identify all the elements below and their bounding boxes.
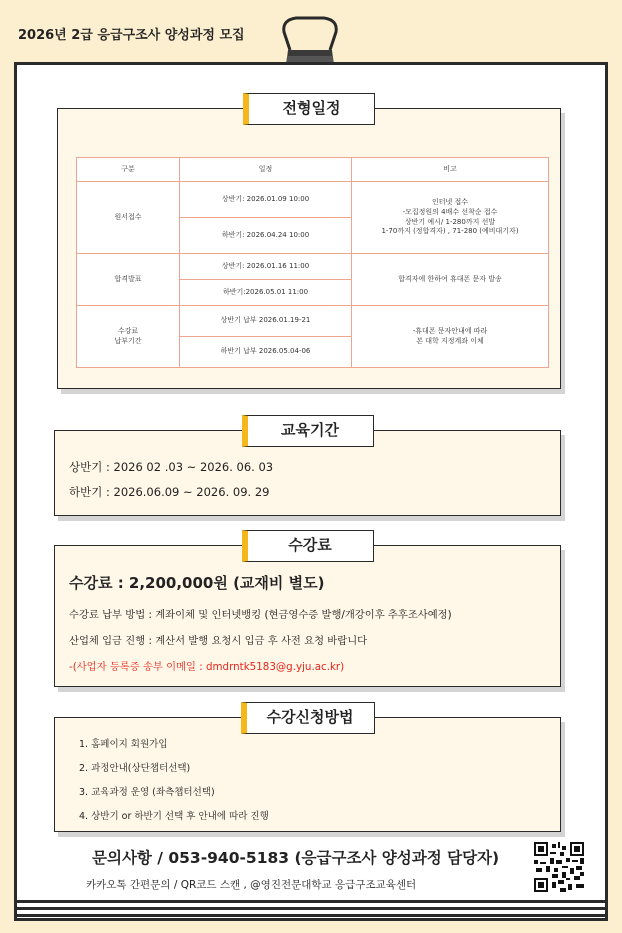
schedule-section <box>57 99 561 389</box>
note-line: -휴대폰 문자안내에 따라 <box>412 326 488 335</box>
date-cell: 상반기: 2026.01.09 10:00 <box>180 182 352 218</box>
qr-code-icon[interactable] <box>534 842 584 892</box>
date-cell: 하반기:2026.05.01 11:00 <box>180 280 352 306</box>
date-cell: 하반기 납부 2026.05.04-06 <box>180 337 352 368</box>
method-section <box>54 708 561 832</box>
row-label-line: 납부기간 <box>114 336 142 345</box>
table-row <box>77 306 549 337</box>
fee-amount: 수강료 : 2,200,000원 (교재비 별도) <box>69 574 325 592</box>
note-line: 인터넷 접수 <box>431 197 469 206</box>
period-line: 하반기 : 2026.06.09 ~ 2026. 09. 29 <box>69 485 270 499</box>
date-cell: 상반기 납부 2026.01.19-21 <box>180 306 352 337</box>
fee-method: 수강료 납부 방법 : 계좌이체 및 인터넷뱅킹 (현금영수증 발행/개강이후 추후조사예정) <box>69 609 452 621</box>
schedule-title: 전형일정 <box>243 93 375 125</box>
fee-title: 수강료 <box>242 530 374 562</box>
table-header-row <box>77 158 549 182</box>
date-cell: 상반기: 2026.01.16 11:00 <box>180 254 352 280</box>
method-item: 1. 홈페이지 회원가입 <box>79 739 168 750</box>
note-cell <box>352 306 549 368</box>
note-line: 상반기 예시/ 1-280까지 선발 <box>404 217 496 226</box>
table-row <box>77 182 549 218</box>
row-label-line: 수강료 <box>117 326 139 335</box>
page-title: 2026년 2급 응급구조사 양성과정 모집 <box>18 28 245 43</box>
table-header: 일정 <box>180 158 352 182</box>
period-section <box>54 421 561 516</box>
contact-kakao: 카카오톡 간편문의 / QR코드 스캔 , @영진전문대학교 응급구조교육센터 <box>86 879 417 891</box>
date-cell: 하반기: 2026.04.24 10:00 <box>180 218 352 254</box>
row-label <box>77 306 180 368</box>
schedule-table <box>76 157 549 368</box>
fee-section <box>54 536 561 687</box>
method-title: 수강신청방법 <box>241 702 375 734</box>
row-label: 합격발표 <box>77 254 180 306</box>
contact-phone: 문의사항 / 053-940-5183 (응급구조사 양성과정 담당자) <box>92 849 500 867</box>
note-line: 1-70까지 (정합격자) , 71-280 (예비대기자) <box>381 227 519 236</box>
fee-email: -(사업자 등록증 송부 이메일 : dmdrntk5183@g.yju.ac.kr) <box>69 661 345 673</box>
note-line: -모집정원의 4배수 선착순 접수 <box>402 207 498 216</box>
method-item: 4. 상반기 or 하반기 선택 후 안내에 따라 진행 <box>79 811 269 822</box>
method-item: 2. 과정안내(상단챕터선택) <box>79 763 191 774</box>
table-header: 비고 <box>352 158 549 182</box>
note-line: 본 대학 지정계좌 이체 <box>416 336 484 345</box>
fee-company: 산업체 입금 진행 : 계산서 발행 요청시 입금 후 사전 요청 바랍니다 <box>69 635 368 647</box>
board-bottom-lines <box>14 900 608 922</box>
note-cell <box>352 182 549 254</box>
note-cell: 합격자에 한하여 휴대폰 문자 발송 <box>352 254 549 306</box>
method-item: 3. 교육과정 운영 (좌측챕터선택) <box>79 787 215 798</box>
table-header: 구분 <box>77 158 180 182</box>
period-title: 교육기간 <box>242 415 374 447</box>
period-line: 상반기 : 2026 02 .03 ~ 2026. 06. 03 <box>69 460 274 474</box>
table-row <box>77 254 549 280</box>
row-label: 원서접수 <box>77 182 180 254</box>
